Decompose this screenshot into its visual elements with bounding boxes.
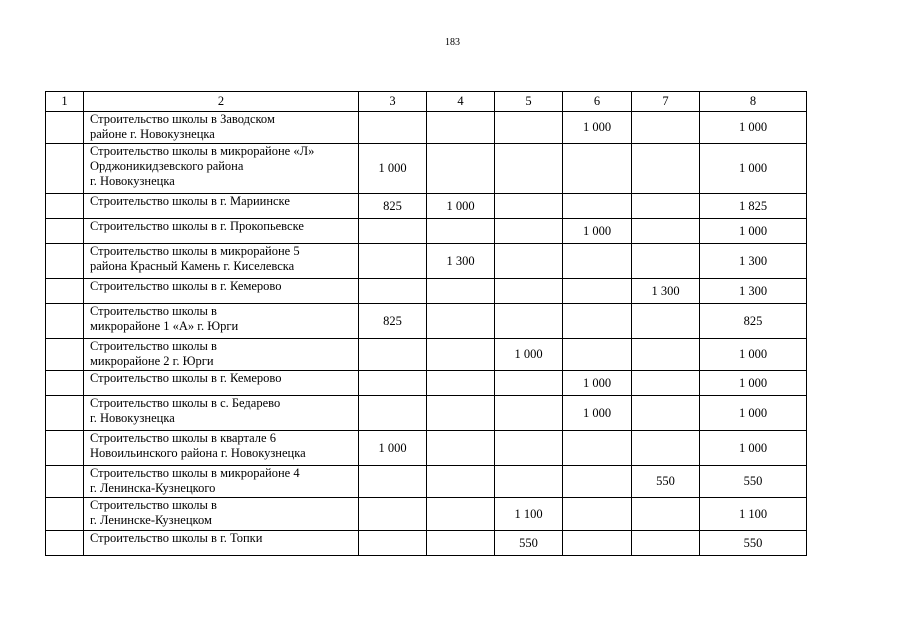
total-cell: 1 000: [700, 396, 807, 431]
column-header: 4: [427, 92, 495, 112]
value-cell: [495, 144, 563, 194]
value-cell: [495, 279, 563, 304]
value-cell: [563, 279, 632, 304]
value-cell: 825: [359, 194, 427, 219]
total-cell: 825: [700, 304, 807, 339]
index-cell: [46, 304, 84, 339]
value-cell: [632, 304, 700, 339]
column-header: 1: [46, 92, 84, 112]
table-row: [46, 466, 807, 498]
value-cell: [632, 244, 700, 279]
value-cell: [563, 498, 632, 531]
value-cell: [427, 396, 495, 431]
value-cell: [495, 396, 563, 431]
total-cell: 1 000: [700, 339, 807, 371]
value-cell: 1 000: [427, 194, 495, 219]
value-cell: 1 300: [632, 279, 700, 304]
construction-table: [45, 91, 807, 556]
project-name-cell: Строительство школы в с. Бедарево г. Новокузнецка: [84, 396, 359, 431]
value-cell: [359, 219, 427, 244]
value-cell: 1 300: [427, 244, 495, 279]
value-cell: [495, 371, 563, 396]
column-header: 7: [632, 92, 700, 112]
value-cell: [632, 219, 700, 244]
column-header: 6: [563, 92, 632, 112]
value-cell: [632, 431, 700, 466]
project-name-cell: Строительство школы в г. Топки: [84, 531, 359, 556]
value-cell: 825: [359, 304, 427, 339]
value-cell: 1 100: [495, 498, 563, 531]
value-cell: [359, 466, 427, 498]
value-cell: [632, 531, 700, 556]
value-cell: [359, 371, 427, 396]
table-row: [46, 431, 807, 466]
index-cell: [46, 244, 84, 279]
table-row: [46, 339, 807, 371]
value-cell: [359, 531, 427, 556]
project-name-cell: Строительство школы в г. Кемерово: [84, 371, 359, 396]
index-cell: [46, 112, 84, 144]
table-row: [46, 279, 807, 304]
value-cell: [427, 279, 495, 304]
table-row: [46, 498, 807, 531]
index-cell: [46, 531, 84, 556]
value-cell: [427, 219, 495, 244]
value-cell: [495, 304, 563, 339]
value-cell: 1 000: [563, 396, 632, 431]
value-cell: [427, 371, 495, 396]
project-name-cell: Строительство школы в г. Прокопьевске: [84, 219, 359, 244]
value-cell: [359, 339, 427, 371]
value-cell: [427, 431, 495, 466]
table-row: [46, 304, 807, 339]
value-cell: [495, 194, 563, 219]
index-cell: [46, 371, 84, 396]
index-cell: [46, 339, 84, 371]
total-cell: 1 100: [700, 498, 807, 531]
page-number: 183: [445, 37, 460, 48]
table-row: [46, 144, 807, 194]
total-cell: 1 000: [700, 112, 807, 144]
value-cell: [359, 498, 427, 531]
value-cell: [427, 466, 495, 498]
column-header: 2: [84, 92, 359, 112]
table-row: [46, 112, 807, 144]
value-cell: [427, 531, 495, 556]
value-cell: [632, 498, 700, 531]
project-name-cell: Строительство школы в микрорайоне 4 г. Ленинска-Кузнецкого: [84, 466, 359, 498]
index-cell: [46, 498, 84, 531]
value-cell: [427, 144, 495, 194]
value-cell: [632, 144, 700, 194]
value-cell: [495, 112, 563, 144]
value-cell: 550: [495, 531, 563, 556]
value-cell: [563, 466, 632, 498]
project-name-cell: Строительство школы в г. Кемерово: [84, 279, 359, 304]
value-cell: [563, 244, 632, 279]
total-cell: 1 000: [700, 431, 807, 466]
value-cell: [427, 304, 495, 339]
header-row: [46, 92, 807, 112]
total-cell: 1 300: [700, 279, 807, 304]
total-cell: 550: [700, 466, 807, 498]
value-cell: [632, 112, 700, 144]
value-cell: [359, 112, 427, 144]
table-row: [46, 194, 807, 219]
value-cell: [563, 194, 632, 219]
index-cell: [46, 194, 84, 219]
total-cell: 1 825: [700, 194, 807, 219]
table-row: [46, 396, 807, 431]
value-cell: 550: [632, 466, 700, 498]
column-header: 3: [359, 92, 427, 112]
column-header: 5: [495, 92, 563, 112]
table-row: [46, 531, 807, 556]
value-cell: [632, 339, 700, 371]
table-row: [46, 219, 807, 244]
value-cell: [495, 219, 563, 244]
value-cell: [632, 194, 700, 219]
value-cell: [359, 244, 427, 279]
project-name-cell: Строительство школы в г. Ленинске-Кузнецком: [84, 498, 359, 531]
value-cell: [359, 279, 427, 304]
project-name-cell: Строительство школы в микрорайоне 1 «А» г. Юрги: [84, 304, 359, 339]
value-cell: 1 000: [563, 112, 632, 144]
value-cell: 1 000: [359, 144, 427, 194]
value-cell: [495, 431, 563, 466]
value-cell: 1 000: [495, 339, 563, 371]
table-row: [46, 244, 807, 279]
value-cell: [427, 112, 495, 144]
value-cell: [563, 431, 632, 466]
project-name-cell: Строительство школы в Заводском районе г. Новокузнецка: [84, 112, 359, 144]
value-cell: [632, 371, 700, 396]
index-cell: [46, 219, 84, 244]
project-name-cell: Строительство школы в квартале 6 Новоильинского района г. Новокузнецка: [84, 431, 359, 466]
value-cell: [563, 339, 632, 371]
value-cell: [563, 144, 632, 194]
total-cell: 1 300: [700, 244, 807, 279]
value-cell: [632, 396, 700, 431]
value-cell: [495, 244, 563, 279]
index-cell: [46, 279, 84, 304]
total-cell: 1 000: [700, 219, 807, 244]
value-cell: 1 000: [563, 371, 632, 396]
project-name-cell: Строительство школы в микрорайоне «Л» Орджоникидзевского района г. Новокузнецка: [84, 144, 359, 194]
index-cell: [46, 431, 84, 466]
value-cell: 1 000: [359, 431, 427, 466]
value-cell: [563, 531, 632, 556]
value-cell: [563, 304, 632, 339]
value-cell: [427, 339, 495, 371]
table-row: [46, 371, 807, 396]
value-cell: [495, 466, 563, 498]
project-name-cell: Строительство школы в микрорайоне 2 г. Юрги: [84, 339, 359, 371]
project-name-cell: Строительство школы в г. Мариинске: [84, 194, 359, 219]
index-cell: [46, 466, 84, 498]
value-cell: [427, 498, 495, 531]
total-cell: 1 000: [700, 371, 807, 396]
total-cell: 1 000: [700, 144, 807, 194]
value-cell: [359, 396, 427, 431]
column-header: 8: [700, 92, 807, 112]
value-cell: 1 000: [563, 219, 632, 244]
index-cell: [46, 144, 84, 194]
project-name-cell: Строительство школы в микрорайоне 5 района Красный Камень г. Киселевска: [84, 244, 359, 279]
index-cell: [46, 396, 84, 431]
total-cell: 550: [700, 531, 807, 556]
